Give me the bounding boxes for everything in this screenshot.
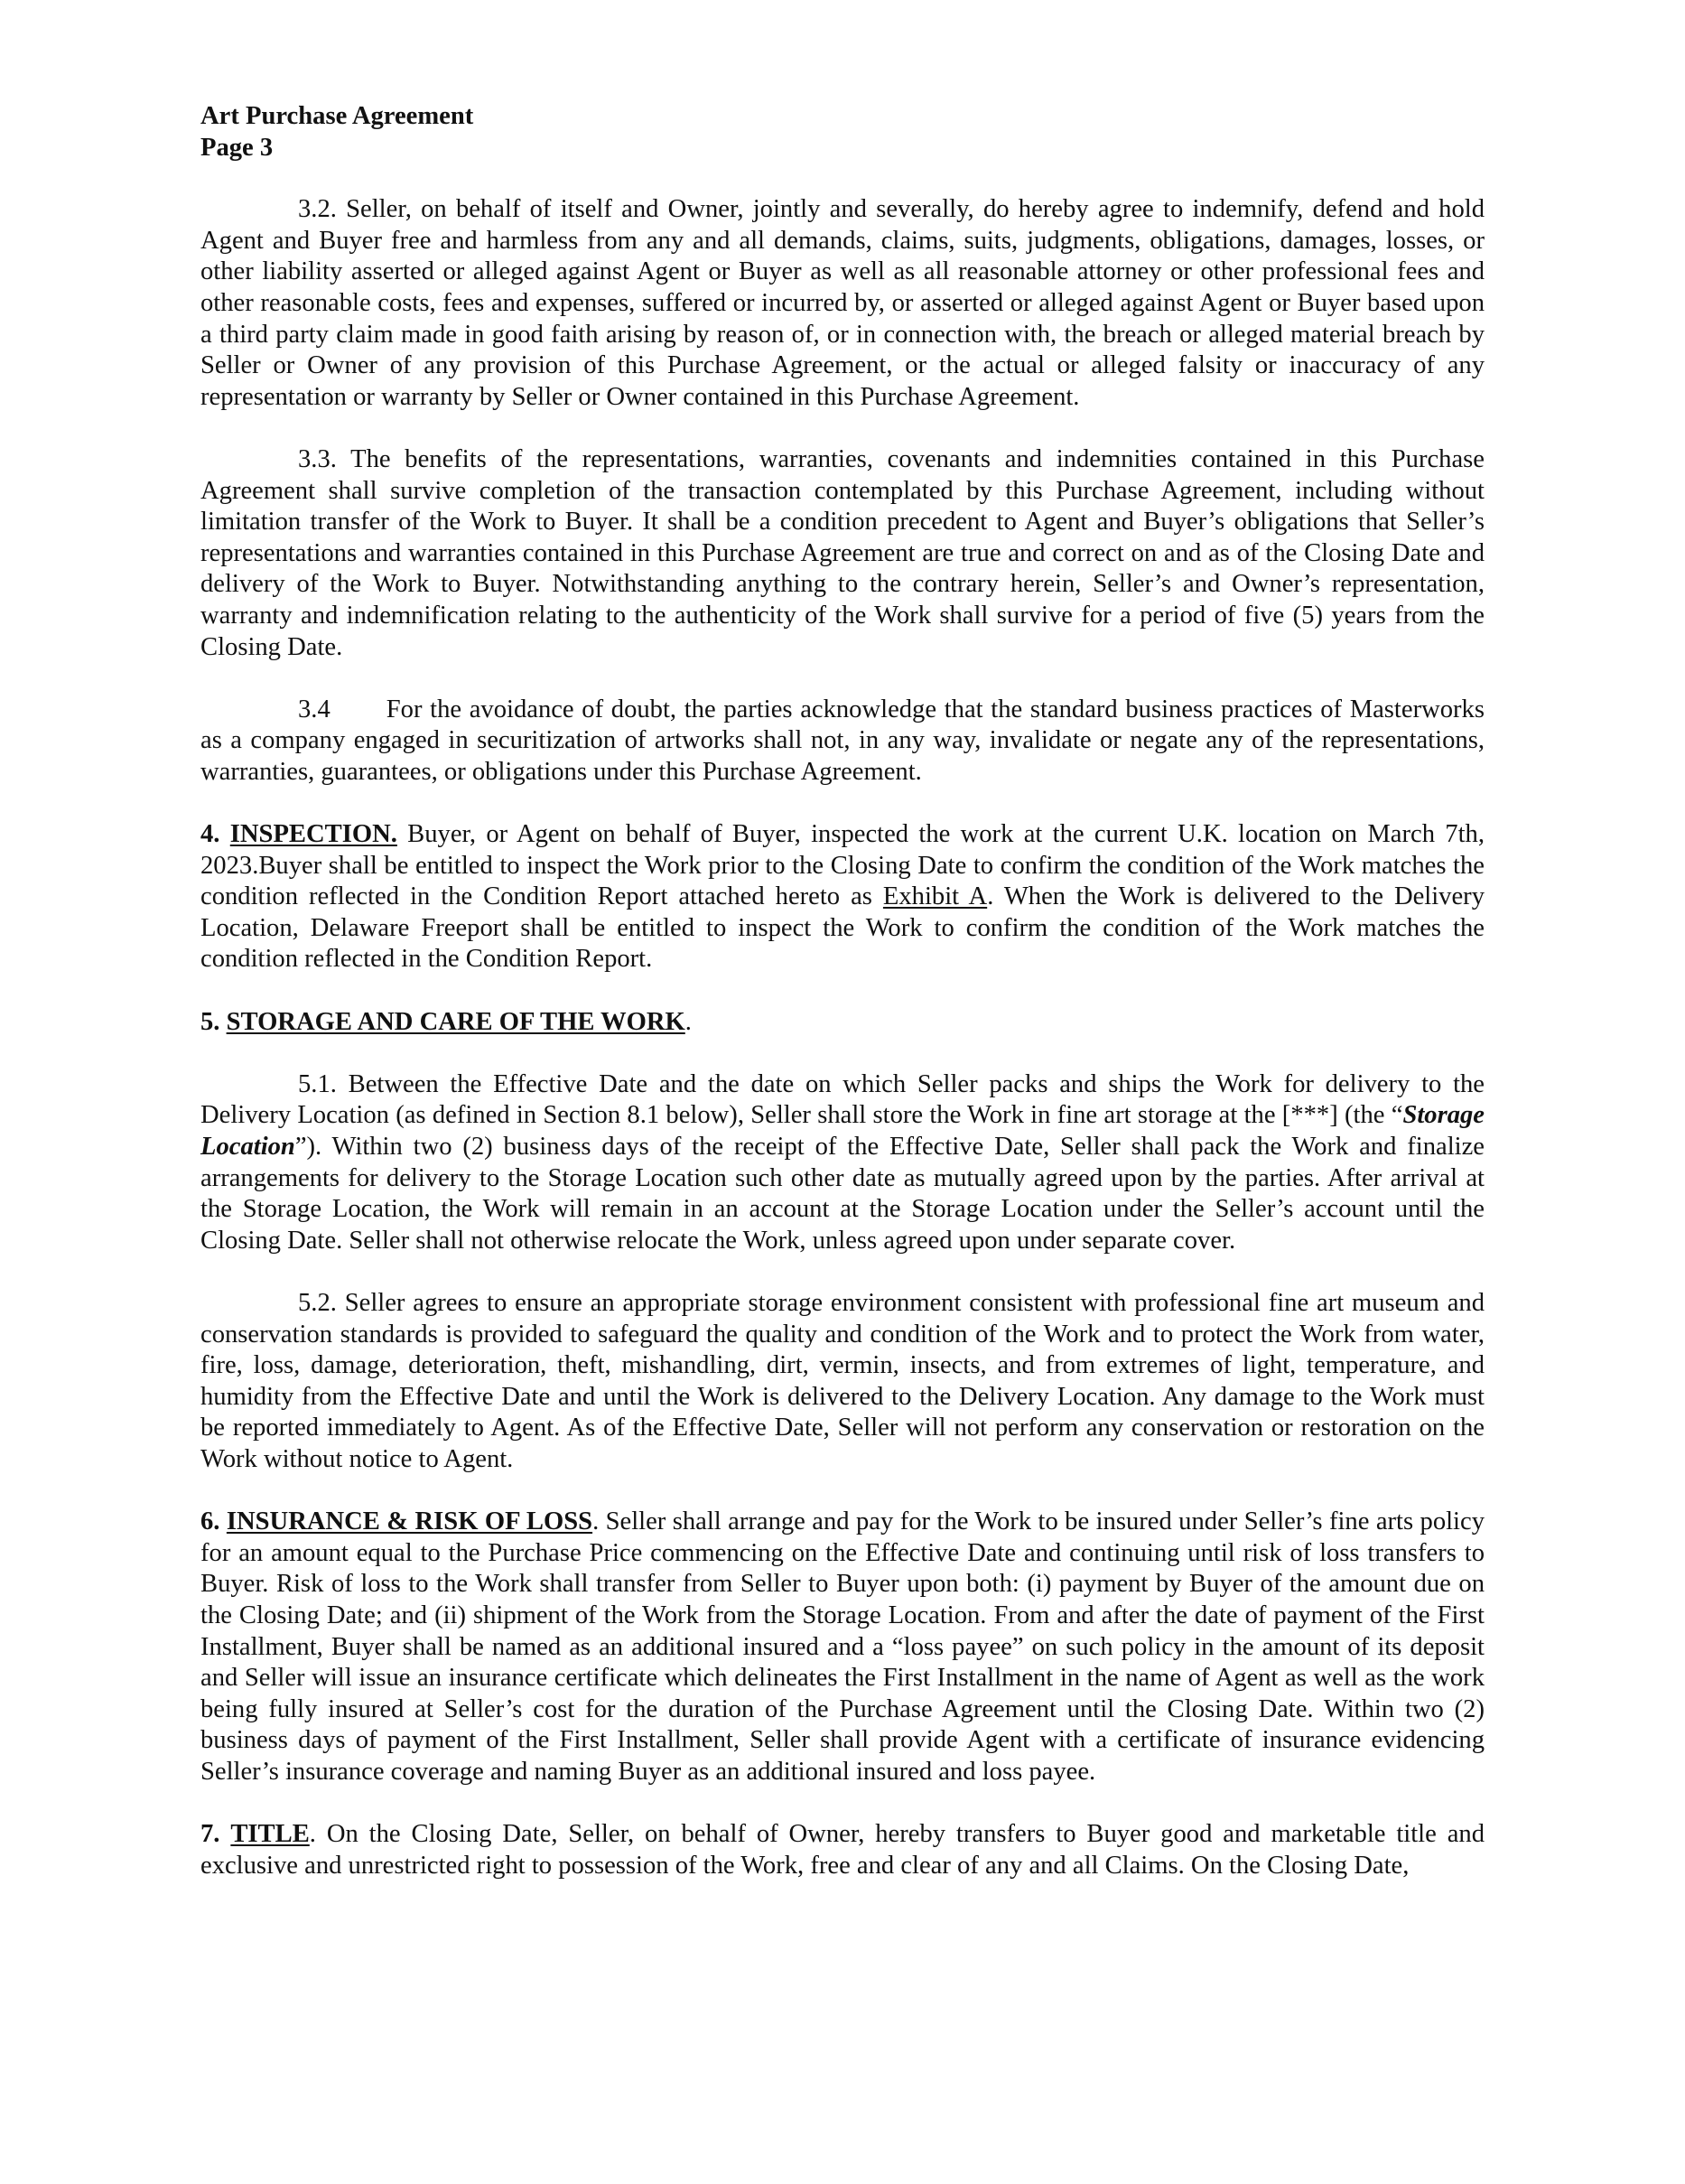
clause-5-1-text-after: ”). Within two (2) business days of the receipt of the Effective Date, Seller shall pack the Work and finalize arrangements for delivery to the Storage Location such other date as mutually agreed upon by the parties. After arrival at the Storage Location, the Work will remain in an account at the Storage Location under the Seller’s account until the Closing Date. Seller shall not otherwise relocate the Work, unless agreed upon under separate cover. xyxy=(200,1133,1485,1255)
section-5-heading xyxy=(200,1007,1485,1039)
exhibit-a-reference: Exhibit A xyxy=(882,882,988,911)
clause-5-1-text-before: 5.1. Between the Effective Date and the date on which Seller packs and ships the Work for delivery to the Delivery Location (as defined in Section 8.1 below), Seller shall store the Work in fine art storage at the [***] (the “ xyxy=(200,1069,1485,1130)
clause-5-2-text: 5.2. Seller agrees to ensure an appropriate storage environment consistent with professional fine art museum and conservation standards is provided to safeguard the quality and condition of the Work and to protect the Work from water, fire, loss, damage, deterioration, theft, mishandling, dirt, vermin, insects, and from extremes of light, temperature, and humidity from the Effective Date and until the Work is delivered to the Delivery Location. Any damage to the Work must be reported immediately to Agent. As of the Effective Date, Seller will not perform any conservation or restoration on the Work without notice to Agent. xyxy=(200,1288,1485,1473)
section-6-insurance xyxy=(200,1507,1485,1787)
clause-5-2 xyxy=(200,1288,1485,1476)
document-page xyxy=(200,101,1485,1881)
section-6-text: . Seller shall arrange and pay for the Work to be insured under Seller’s fine arts policy for an amount equal to the Purchase Price commencing on the Effective Date and continuing until risk of loss transfers to Buyer. Risk of loss to the Work shall transfer from Seller to Buyer upon both: (i) payment by Buyer of the amount due on the Closing Date; and (ii) shipment of the Work from the Storage Location. From and after the date of payment of the First Installment, Buyer shall be named as an additional insured and a “loss payee” on such policy in the amount of its deposit and Seller will issue an insurance certificate which delineates the First Installment in the name of Agent as well as the work being fully insured at Seller’s cost for the duration of the Purchase Agreement until the Closing Date. Within two (2) business days of payment of the First Installment, Seller shall provide Agent with a certificate of insurance evidencing Seller’s insurance coverage and naming Buyer as an additional insured and loss payee. xyxy=(200,1507,1485,1786)
section-4-number: 4. xyxy=(200,820,220,849)
section-4-inspection xyxy=(200,819,1485,975)
storage-location-term: Storage Location xyxy=(200,1101,1485,1161)
clause-3-2 xyxy=(200,194,1485,413)
clause-3-4-text: For the avoidance of doubt, the parties acknowledge that the standard business practices of Masterworks as a company engaged in securitization of artworks shall not, in any way, invalidate or negate any of the representations, warranties, guarantees, or obligations under this Purchase Agreement. xyxy=(200,695,1485,786)
section-4-title: INSPECTION. xyxy=(229,820,397,849)
section-5-title: STORAGE AND CARE OF THE WORK xyxy=(226,1007,685,1036)
clause-3-3 xyxy=(200,444,1485,663)
section-4-text-after: . When the Work is delivered to the Delivery Location, Delaware Freeport shall be entitled to inspect the Work to confirm the condition of the Work matches the condition reflected in the Condition Report. xyxy=(200,882,1485,974)
section-6-number: 6. xyxy=(200,1507,220,1536)
section-6-title: INSURANCE & RISK OF LOSS xyxy=(226,1507,593,1536)
clause-3-4 xyxy=(200,695,1485,789)
page-header xyxy=(200,101,1485,163)
section-5-number: 5. xyxy=(200,1007,220,1036)
section-7-title: TITLE xyxy=(230,1820,310,1849)
clause-3-4-number: 3.4 xyxy=(298,695,330,723)
clause-5-1 xyxy=(200,1069,1485,1257)
document-title: Art Purchase Agreement xyxy=(200,102,474,130)
clause-3-3-text: 3.3. The benefits of the representations, warranties, covenants and indemnities contained in this Purchase Agreement shall survive completion of the transaction contemplated by this Purchase Agreement, including without limitation transfer of the Work to Buyer. It shall be a condition precedent to Agent and Buyer’s obligations that Seller’s representations and warranties contained in this Purchase Agreement are true and correct on and as of the Closing Date and delivery of the Work to Buyer. Notwithstanding anything to the contrary herein, Seller’s and Owner’s representation, warranty and indemnification relating to the authenticity of the Work shall survive for a period of five (5) years from the Closing Date. xyxy=(200,444,1485,661)
page-number: Page 3 xyxy=(200,133,274,162)
clause-3-2-text: 3.2. Seller, on behalf of itself and Owner, jointly and severally, do hereby agree to indemnify, defend and hold Agent and Buyer free and harmless from any and all demands, claims, suits, judgments, obligations, damages, losses, or other liability asserted or alleged against Agent or Buyer as well as all reasonable attorney or other professional fees and other reasonable costs, fees and expenses, suffered or incurred by, or asserted or alleged against Agent or Buyer based upon a third party claim made in good faith arising by reason of, or in connection with, the breach or alleged material breach by Seller or Owner of any provision of this Purchase Agreement, or the actual or alleged falsity or inaccuracy of any representation or warranty by Seller or Owner contained in this Purchase Agreement. xyxy=(200,195,1485,411)
section-7-number: 7. xyxy=(200,1820,220,1849)
section-5-title-end: . xyxy=(684,1007,692,1036)
section-4-text-before: Buyer, or Agent on behalf of Buyer, inspected the work at the current U.K. location on March 7th, 2023.Buyer shall be entitled to inspect the Work prior to the Closing Date to confirm the condition of the Work matches the condition reflected in the Condition Report attached hereto as xyxy=(200,820,1485,911)
section-7-title-clause xyxy=(200,1819,1485,1881)
section-7-text: . On the Closing Date, Seller, on behalf of Owner, hereby transfers to Buyer good and marketable title and exclusive and unrestricted right to possession of the Work, free and clear of any and all Claims. On the Closing Date, xyxy=(200,1820,1485,1880)
